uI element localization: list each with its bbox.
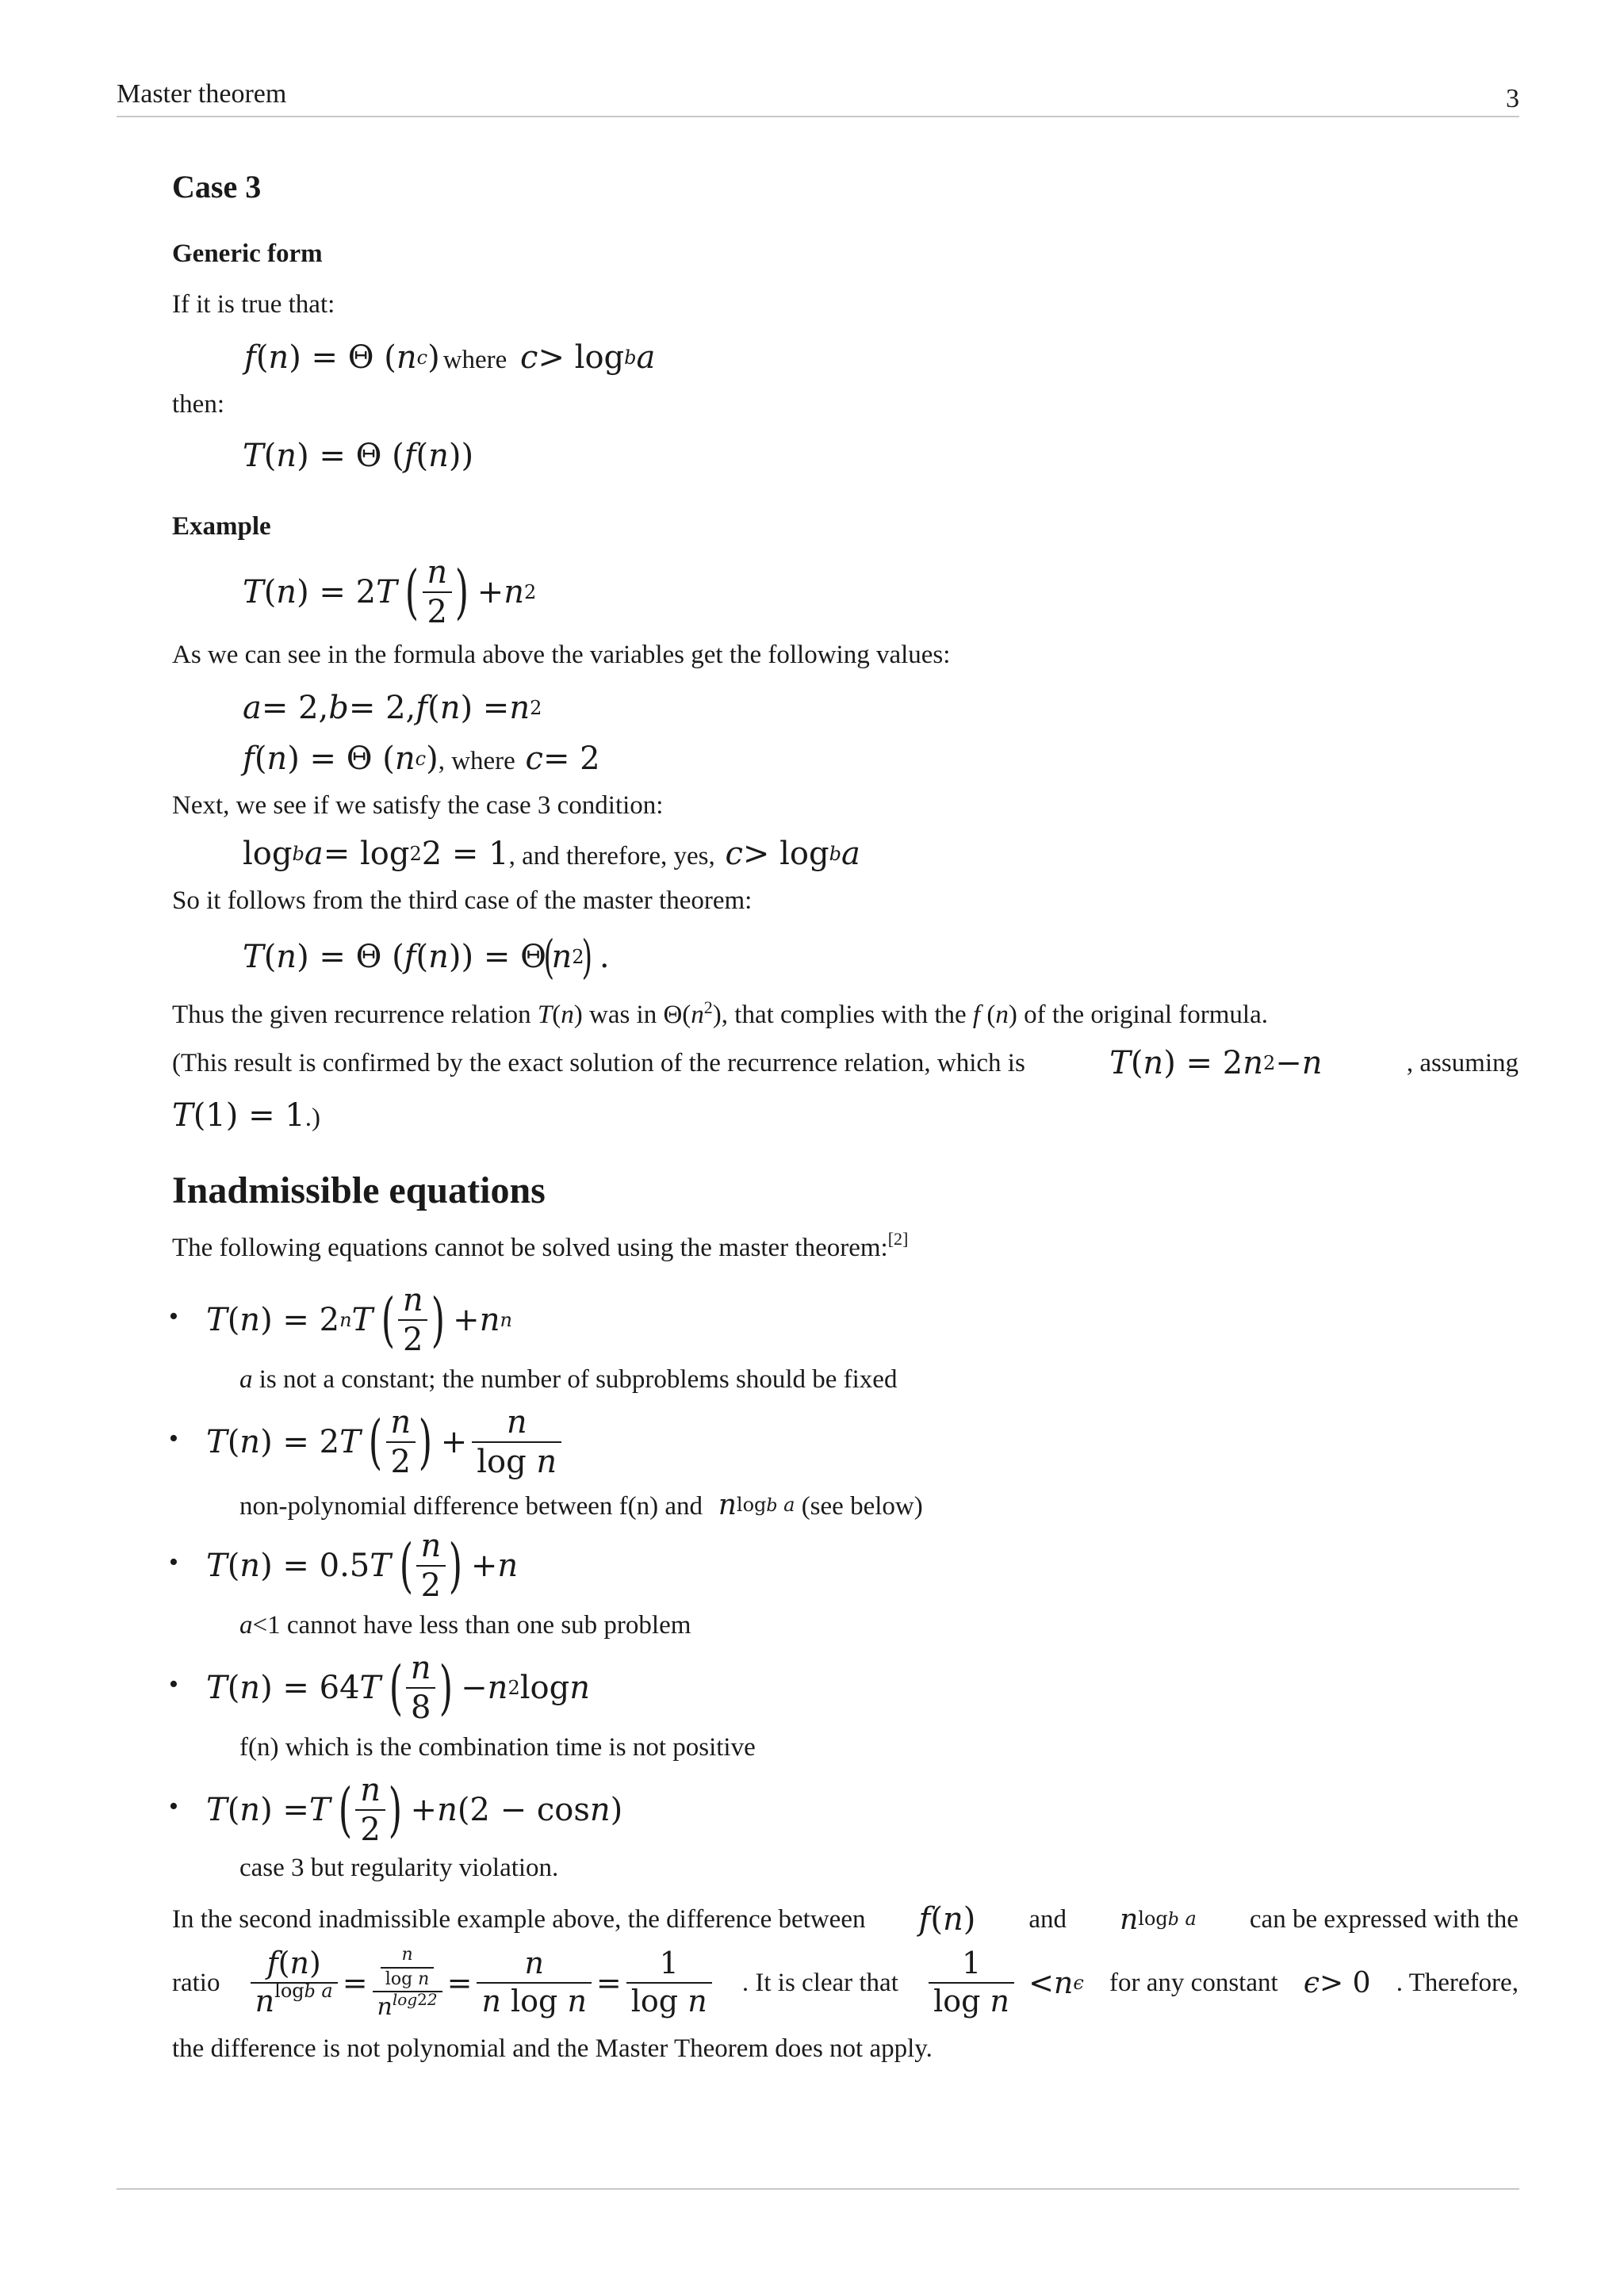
- inadmissible-formula-2: T ( n ) = 2 T ( $\frac{n}{2}$ ) + $\frac{n}{\text{log n}}$: [206, 1405, 566, 1479]
- bullet-marker: •: [169, 1792, 178, 1821]
- inadmissible-intro: The following equations cannot be solved using the master theorem:[2]: [172, 1229, 909, 1262]
- inadmissible-note-2: non-polynomial difference between f(n) and n logb a (see below): [239, 1489, 923, 1521]
- case3-heading: Case 3: [172, 169, 262, 205]
- inadmissible-formula-4: T ( n ) = 64 T ( $\frac{n}{8}$ ) − n 2 log n: [206, 1650, 590, 1726]
- closing-line-1: In the second inadmissible example above, the difference between f ( n ) and n logb a can be expressed with the: [172, 1901, 1519, 1938]
- inadmissible-heading: Inadmissible equations: [172, 1169, 546, 1211]
- next-sentence: Next, we see if we satisfy the case 3 condition:: [172, 791, 664, 820]
- bullet-marker: •: [169, 1302, 178, 1331]
- where-text-2: , where: [438, 747, 515, 775]
- citation-link[interactable]: [2]: [887, 1229, 909, 1249]
- case3-result-formula: T ( n ) = Θ ( f ( n )) = Θ ( n 2 ) .: [243, 930, 610, 984]
- where-text: where: [442, 346, 508, 374]
- fn-theta-formula: f ( n ) = Θ ( n c ), where c = 2: [243, 740, 600, 777]
- generic-form-heading: Generic form: [172, 239, 323, 268]
- running-header-title: Master theorem: [117, 79, 287, 109]
- if-true-text: If it is true that:: [172, 290, 335, 319]
- inadmissible-formula-3: T ( n ) = 0.5 T ( $\frac{n}{2}$ ) + n: [206, 1528, 519, 1604]
- values-formula: a = 2, b = 2, f ( n ) = n 2: [243, 690, 542, 726]
- inadmissible-formula-5: T ( n ) = T ( $\frac{n}{2}$ ) + n (2 − cos n ): [206, 1772, 623, 1848]
- values-sentence: As we can see in the formula above the variables get the following values:: [172, 641, 951, 669]
- example-heading: Example: [172, 512, 271, 541]
- confirmation-paragraph: (This result is confirmed by the exact solution of the recurrence relation, which is T ( n ) = 2 n 2 − n , assuming: [172, 1045, 1519, 1081]
- inadmissible-note-1: a is not a constant; the number of subproblems should be fixed: [239, 1365, 898, 1394]
- inadmissible-note-3: a<1 cannot have less than one sub problem: [239, 1611, 691, 1640]
- generic-condition-formula: f ( n ) = Θ ( n c ) where c > log b a: [244, 339, 656, 376]
- inadmissible-note-4: f(n) which is the combination time is not positive: [239, 1733, 756, 1762]
- then-text: then:: [172, 390, 224, 419]
- bullet-marker: •: [169, 1670, 178, 1699]
- inadmissible-formula-1: T ( n ) = 2 n T ( $\frac{n}{2}$ ) + n n: [206, 1282, 512, 1358]
- follows-sentence: So it follows from the third case of the master theorem:: [172, 886, 753, 915]
- closing-line-3: the difference is not polynomial and the Master Theorem does not apply.: [172, 2034, 933, 2063]
- inadmissible-note-5: case 3 but regularity violation.: [239, 1854, 559, 1882]
- therefore-text: , and therefore, yes,: [508, 842, 715, 871]
- generic-result-formula: T ( n ) = Θ ( f ( n )): [243, 438, 474, 474]
- bullet-marker: •: [169, 1424, 178, 1453]
- thus-sentence: Thus the given recurrence relation T(n) was in $\Theta(n^2)$, that complies with the f (n) of the original formula.: [172, 997, 1268, 1029]
- case3-condition-formula: log b a = log 2 2 = 1, and therefore, yes, c > log b a: [243, 836, 860, 872]
- example-recurrence-formula: T ( n ) = 2 T ( $\frac{n}{2}$ ) + n 2: [243, 554, 537, 630]
- running-header: [117, 76, 1519, 117]
- closing-line-2: ratio $\frac{f(n)}{n^{logb a}}$ = $\frac{\frac{n}{\text{log n}}}{n^{log22}}$ = $\frac{n}{\text{n log n}}$ = $\frac{1}{\text{log n}}$ . It is clear that $\frac{1}{\text{log n}}$ < n ϵ for any constant ϵ > 0 . Therefore,: [172, 1945, 1519, 2021]
- page-number: 3: [1506, 84, 1519, 113]
- confirm-prefix: (This result is confirmed by the exact solution of the recurrence relation, which is: [172, 1048, 1025, 1077]
- bullet-marker: •: [169, 1548, 178, 1577]
- confirmation-line-2: T (1) = 1.): [172, 1097, 320, 1134]
- footer-rule: [117, 2188, 1519, 2190]
- confirm-mid: , assuming: [1406, 1048, 1519, 1077]
